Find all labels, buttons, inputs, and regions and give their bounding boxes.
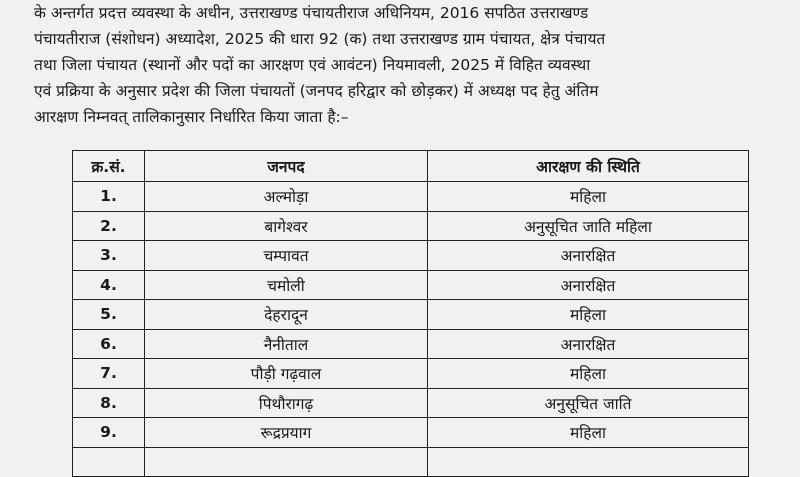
serial-no-cell: 6.	[73, 329, 145, 359]
status-cell: महिला	[428, 182, 749, 212]
district-cell: चम्पावत	[145, 241, 428, 271]
district-cell: देहरादून	[145, 300, 428, 330]
header-serial-no: क्र.सं.	[73, 151, 145, 182]
paragraph-line: एवं प्रक्रिया के अनुसार प्रदेश की जिला पंचायतों (जनपद हरिद्वार को छोड़कर) में अध्यक्ष पद हेतु अंतिम	[34, 82, 599, 100]
reservation-table-container	[72, 150, 748, 477]
paragraph-line: तथा जिला पंचायत (स्थानों और पदों का आरक्षण एवं आवंटन) नियमावली, 2025 में विहित व्यवस्था	[34, 56, 591, 74]
serial-no-cell: 3.	[73, 241, 145, 271]
district-cell	[145, 447, 428, 477]
reservation-table	[72, 150, 749, 477]
serial-no-cell: 9.	[73, 418, 145, 448]
table-row	[73, 182, 749, 212]
serial-no-cell: 4.	[73, 270, 145, 300]
table-row	[73, 241, 749, 271]
table-row	[73, 329, 749, 359]
status-cell: अनुसूचित जाति	[428, 388, 749, 418]
district-cell: रूद्रप्रयाग	[145, 418, 428, 448]
district-cell: चमोली	[145, 270, 428, 300]
status-cell: अनुसूचित जाति महिला	[428, 211, 749, 241]
paragraph-line: पंचायतीराज (संशोधन) अध्यादेश, 2025 की धारा 92 (क) तथा उत्तराखण्ड ग्राम पंचायत, क्षेत्र पंचायत	[34, 30, 606, 48]
table-row	[73, 359, 749, 389]
table-row	[73, 418, 749, 448]
district-cell: बागेश्वर	[145, 211, 428, 241]
table-row	[73, 211, 749, 241]
status-cell: महिला	[428, 300, 749, 330]
status-cell: अनारक्षित	[428, 329, 749, 359]
serial-no-cell: 1.	[73, 182, 145, 212]
district-cell: अल्मोड़ा	[145, 182, 428, 212]
status-cell: अनारक्षित	[428, 241, 749, 271]
table-row	[73, 388, 749, 418]
table-header-row	[73, 151, 749, 182]
paragraph-line: आरक्षण निम्नवत् तालिकानुसार निर्धारित किया जाता है:–	[34, 108, 349, 126]
serial-no-cell: 2.	[73, 211, 145, 241]
status-cell	[428, 447, 749, 477]
district-cell: पौड़ी गढ़वाल	[145, 359, 428, 389]
header-district: जनपद	[145, 151, 428, 182]
table-row	[73, 447, 749, 477]
status-cell: अनारक्षित	[428, 270, 749, 300]
serial-no-cell: 8.	[73, 388, 145, 418]
intro-paragraph	[34, 0, 786, 130]
serial-no-cell: 5.	[73, 300, 145, 330]
status-cell: महिला	[428, 418, 749, 448]
district-cell: पिथौरागढ़	[145, 388, 428, 418]
serial-no-cell: 7.	[73, 359, 145, 389]
table-row	[73, 270, 749, 300]
status-cell: महिला	[428, 359, 749, 389]
table-row	[73, 300, 749, 330]
paragraph-line: के अन्तर्गत प्रदत्त व्यवस्था के अधीन, उत्तराखण्ड पंचायतीराज अधिनियम, 2016 सपठित उत्तराखण्ड	[34, 4, 589, 22]
serial-no-cell	[73, 447, 145, 477]
district-cell: नैनीताल	[145, 329, 428, 359]
header-reservation-status: आरक्षण की स्थिति	[428, 151, 749, 182]
